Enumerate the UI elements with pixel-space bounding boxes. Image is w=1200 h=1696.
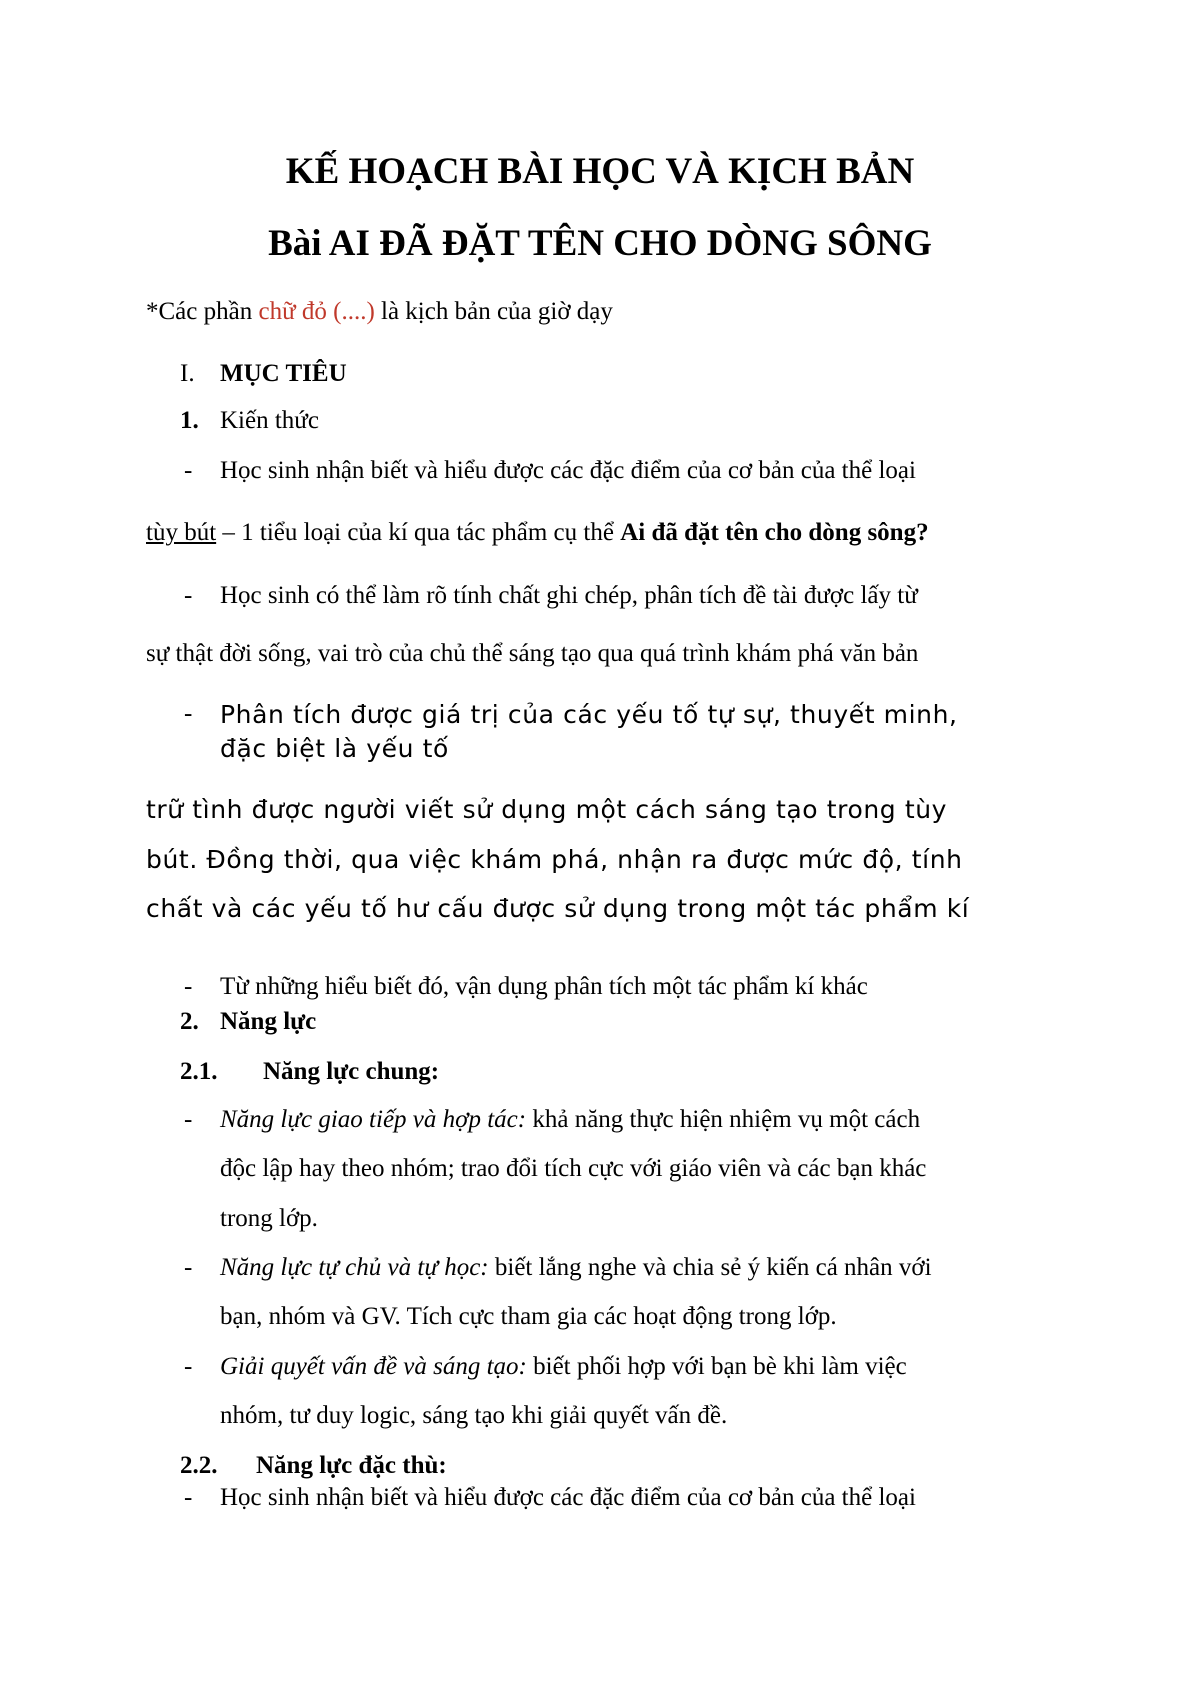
- knowledge-bullet-3-line-2: đặc biệt là yếu tố: [220, 734, 449, 763]
- section-heading-text: MỤC TIÊU: [220, 360, 347, 387]
- bullet-dash: -: [184, 1484, 193, 1511]
- competence-communication-label: Năng lực giao tiếp và hợp tác:: [220, 1106, 527, 1133]
- competence-communication-text: khả năng thực hiện nhiệm vụ một cách: [526, 1106, 921, 1133]
- bullet-dash: -: [184, 1106, 193, 1133]
- script-note-prefix: *Các phần: [146, 298, 259, 325]
- knowledge-paragraph-line-3: chất và các yếu tố hư cấu được sử dụng trong một tác phẩm kí: [146, 894, 970, 923]
- knowledge-bullet-2-line-2: sự thật đời sống, vai trò của chủ thể sáng tạo qua quá trình khám phá văn bản: [146, 640, 919, 667]
- bullet-dash: -: [184, 973, 193, 1000]
- competence-self-study-label: Năng lực tự chủ và tự học:: [220, 1254, 489, 1281]
- competence-bullet-problem-solving-line-1: [220, 1353, 907, 1381]
- competence-problem-solving-line-2: nhóm, tư duy logic, sáng tạo khi giải quyết vấn đề.: [220, 1402, 728, 1429]
- competence-communication-line-3: trong lớp.: [220, 1205, 318, 1232]
- section-roman-numeral: I.: [180, 360, 195, 387]
- script-note-suffix: là kịch bản của giờ dạy: [374, 298, 613, 325]
- knowledge-bullet-4-text: Từ những hiểu biết đó, vận dụng phân tích một tác phẩm kí khác: [220, 973, 868, 1000]
- subheading-knowledge-label: Kiến thức: [220, 407, 319, 434]
- knowledge-bullet-1-line-2-mid: – 1 tiểu loại của kí qua tác phẩm cụ thể: [216, 519, 621, 546]
- subheading-competence-label: Năng lực: [220, 1008, 317, 1035]
- subheading-knowledge: [180, 407, 1080, 435]
- work-title-bold: Ai đã đặt tên cho dòng sông?: [620, 519, 929, 546]
- knowledge-bullet-1-line-1: Học sinh nhận biết và hiểu được các đặc điểm của cơ bản của thể loại: [220, 457, 916, 484]
- term-tuy-but: tùy bút: [146, 519, 217, 546]
- competence-bullet-self-study-line-1: [220, 1254, 932, 1282]
- bullet-dash: -: [184, 582, 193, 609]
- subheading-competence-number: 2.: [180, 1008, 199, 1035]
- knowledge-bullet-3-line-1: Phân tích được giá trị của các yếu tố tự sự, thuyết minh,: [220, 700, 958, 729]
- competence-problem-solving-text: biết phối hợp với bạn bè khi làm việc: [526, 1353, 907, 1380]
- knowledge-bullet-2-line-1: Học sinh có thể làm rõ tính chất ghi chép, phân tích đề tài được lấy từ: [220, 582, 918, 609]
- competence-self-study-text: biết lắng nghe và chia sẻ ý kiến cá nhân với: [488, 1254, 932, 1281]
- subheading-competence: [180, 1008, 1080, 1036]
- knowledge-paragraph-line-1: trữ tình được người viết sử dụng một cách sáng tạo trong tùy: [146, 795, 948, 824]
- subheading-specific-label: Năng lực đặc thù:: [256, 1452, 447, 1479]
- subheading-specific-competence: [180, 1452, 1080, 1480]
- specific-competence-bullet-1-text: Học sinh nhận biết và hiểu được các đặc điểm của cơ bản của thể loại: [220, 1484, 916, 1511]
- bullet-dash: -: [184, 700, 193, 727]
- competence-problem-solving-label: Giải quyết vấn đề và sáng tạo:: [220, 1353, 527, 1380]
- title-line-1: KẾ HOẠCH BÀI HỌC VÀ KỊCH BẢN: [285, 151, 915, 192]
- bullet-dash: -: [184, 1353, 193, 1380]
- subheading-general-label: Năng lực chung:: [263, 1058, 440, 1085]
- subheading-knowledge-number: 1.: [180, 407, 199, 434]
- section-heading-objectives: [180, 360, 1080, 388]
- competence-bullet-communication-line-1: [220, 1106, 920, 1134]
- bullet-dash: -: [184, 457, 193, 484]
- title-line-2: Bài AI ĐÃ ĐẶT TÊN CHO DÒNG SÔNG: [268, 223, 932, 264]
- script-note: [146, 298, 1146, 326]
- knowledge-paragraph-line-2: bút. Đồng thời, qua việc khám phá, nhận ra được mức độ, tính: [146, 845, 963, 874]
- subheading-general-number: 2.1.: [180, 1058, 218, 1085]
- competence-self-study-line-2: bạn, nhóm và GV. Tích cực tham gia các hoạt động trong lớp.: [220, 1303, 837, 1330]
- subheading-general-competence: [180, 1058, 1080, 1086]
- competence-communication-line-2: độc lập hay theo nhóm; trao đổi tích cực với giáo viên và các bạn khác: [220, 1155, 927, 1182]
- subheading-specific-number: 2.2.: [180, 1452, 218, 1479]
- bullet-dash: -: [184, 1254, 193, 1281]
- script-note-red: chữ đỏ (....): [258, 298, 375, 325]
- knowledge-bullet-1-line-2: [146, 519, 1146, 547]
